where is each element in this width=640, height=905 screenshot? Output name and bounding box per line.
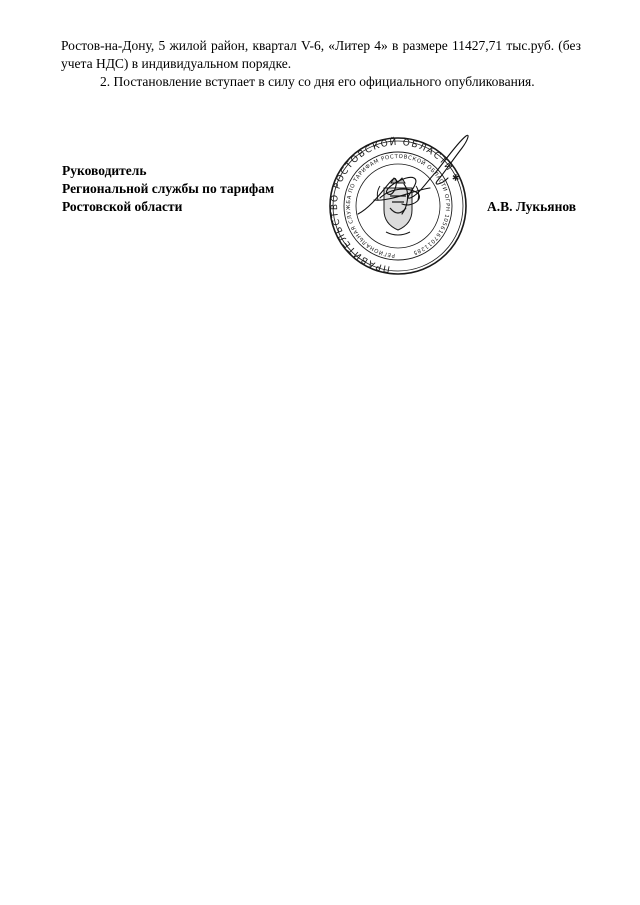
signer-title-line-2: Региональной службы по тарифам [62, 181, 275, 196]
signer-name: А.В. Лукьянов [487, 199, 577, 214]
paragraph-address: Ростов-на-Дону, 5 жилой район, квартал V-6, «Литер 4» в размере 11427,71 тыс.руб. (без учета НДС) в индивидуальном порядке. [61, 38, 581, 71]
official-seal-with-signature [318, 128, 478, 276]
svg-text:РЕГИОНАЛЬНАЯ СЛУЖБА ПО ТАРИФАМ: РЕГИОНАЛЬНАЯ СЛУЖБА ПО ТАРИФАМ РОСТОВСКОЙ ОБЛАСТИ ОГРН 1056167011285 [345, 153, 451, 258]
signer-title-line-3: Ростовской области [62, 199, 183, 214]
seal-icon [318, 128, 478, 276]
svg-text:ПРАВИТЕЛЬСТВО РОСТОВСКОЙ ОБЛАС: ПРАВИТЕЛЬСТВО РОСТОВСКОЙ ОБЛАСТИ ✱ [330, 137, 462, 274]
signature-block [62, 162, 274, 216]
paragraph-effective-date: 2. Постановление вступает в силу со дня его официального опубликования. [100, 74, 535, 89]
signer-title-line-1: Руководитель [62, 163, 147, 178]
